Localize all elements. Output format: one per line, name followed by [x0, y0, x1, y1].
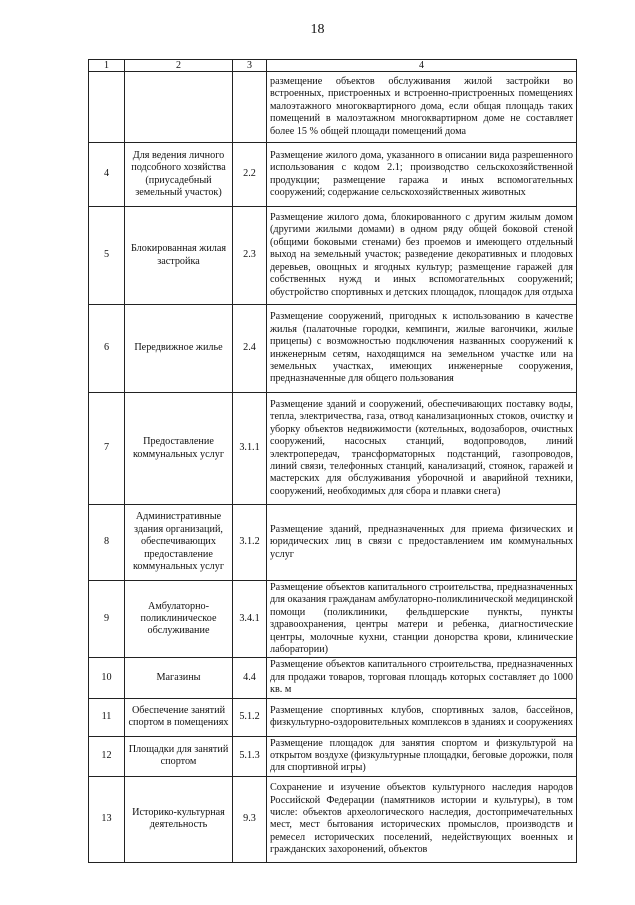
table-row	[89, 658, 577, 698]
row-code: 2.4	[233, 305, 267, 393]
row-description: Размещение площадок для занятия спортом и физкультурой на открытом воздухе (физкультурные площадки, беговые дорожки, поля для спортивной игры)	[267, 736, 577, 776]
row-number	[89, 72, 125, 143]
row-number: 4	[89, 143, 125, 207]
header-col-3: 3	[233, 60, 267, 72]
row-description: Размещение зданий, предназначенных для приема физических и юридических лиц в связи с предоставлением им коммунальных услуг	[267, 505, 577, 581]
row-code: 3.4.1	[233, 581, 267, 658]
row-name: Передвижное жилье	[125, 305, 233, 393]
table-row	[89, 72, 577, 143]
row-code: 4.4	[233, 658, 267, 698]
land-use-table	[88, 59, 577, 863]
row-name: Площадки для занятий спортом	[125, 736, 233, 776]
row-name: Историко-культурная деятельность	[125, 776, 233, 862]
row-name: Для ведения личного подсобного хозяйства (приусадебный земельный участок)	[125, 143, 233, 207]
table-row	[89, 581, 577, 658]
row-description: Размещение зданий и сооружений, обеспечивающих поставку воды, тепла, электричества, газа, отвод канализационных стоков, очистку и уборку объектов недвижимости (котельных, водозаборов, очистных сооружений, насосных станций, водопроводов, линий электропередач, трансформаторных подстанций, газопроводов, линий связи, телефонных станций, канализаций, стоянок, гаражей и мастерских для обслуживания уборочной и аварийной техники, сооружений, необходимых для сбора и плавки снега)	[267, 393, 577, 505]
header-col-2: 2	[125, 60, 233, 72]
row-description: Сохранение и изучение объектов культурного наследия народов Российской Федерации (памятников истории и культуры), в том числе: объектов археологического наследия, достопримечательных мест, мест бытования исторических промыслов, производств и ремесел исторических поселений, недействующих военных и гражданских захоронений, объектов	[267, 776, 577, 862]
row-code: 3.1.2	[233, 505, 267, 581]
row-code: 2.3	[233, 207, 267, 305]
row-code: 2.2	[233, 143, 267, 207]
page-number: 18	[310, 22, 325, 37]
table-row	[89, 143, 577, 207]
row-description: Размещение спортивных клубов, спортивных залов, бассейнов, физкультурно-оздоровительных комплексов в зданиях и сооружениях	[267, 698, 577, 736]
row-number: 7	[89, 393, 125, 505]
row-code: 5.1.2	[233, 698, 267, 736]
row-description: Размещение объектов капитального строительства, предназначенных для оказания гражданам амбулаторно-поликлинической медицинской помощи (поликлиники, фельдшерские пункты, пункты здравоохранения, центры матери и ребенка, диагностические центры, молочные кухни, станции донорства крови, клинические лаборатории)	[267, 581, 577, 658]
row-name: Обеспечение занятий спортом в помещениях	[125, 698, 233, 736]
table-row	[89, 505, 577, 581]
row-description: Размещение жилого дома, блокированного с другим жилым домом (другими жилыми домами) в одном ряду общей боковой стеной (общими боковыми стенами) без проемов и имеющего отдельный выход на земельный участок; разведение декоративных и плодовых деревьев, овощных и ягодных культур; размещение гаражей для собственных нужд и иных вспомогательных сооружений; обустройство спортивных и детских площадок, площадок для отдыха	[267, 207, 577, 305]
table-header-row	[89, 60, 577, 72]
row-name: Блокированная жилая застройка	[125, 207, 233, 305]
row-code: 3.1.1	[233, 393, 267, 505]
table-row	[89, 776, 577, 862]
row-description: Размещение сооружений, пригодных к использованию в качестве жилья (палаточные городки, кемпинги, жилые вагончики, жилые прицепы) с возможностью подключения названных сооружений к инженерным сетям, находящимся на земельном участке или на земельных участках, имеющих инженерные сооружения, предназначенные для общего пользования	[267, 305, 577, 393]
row-name: Амбулаторно-поликлиническое обслуживание	[125, 581, 233, 658]
table-row	[89, 305, 577, 393]
row-description: размещение объектов обслуживания жилой застройки во встроенных, пристроенных и встроенно-пристроенных помещениях малоэтажного многоквартирного дома, если общая площадь таких помещений в малоэтажном многоквартирном доме не составляет более 15 % общей площади помещений дома	[267, 72, 577, 143]
header-col-4: 4	[267, 60, 577, 72]
table-row	[89, 736, 577, 776]
table-body	[89, 60, 577, 863]
row-number: 10	[89, 658, 125, 698]
row-number: 9	[89, 581, 125, 658]
row-code: 5.1.3	[233, 736, 267, 776]
table-row	[89, 393, 577, 505]
row-number: 11	[89, 698, 125, 736]
row-description: Размещение объектов капитального строительства, предназначенных для продажи товаров, торговая площадь которых составляет до 1000 кв. м	[267, 658, 577, 698]
row-code: 9.3	[233, 776, 267, 862]
row-number: 12	[89, 736, 125, 776]
row-description: Размещение жилого дома, указанного в описании вида разрешенного использования с кодом 2.1; производство сельскохозяйственной продукции; размещение гаража и иных вспомогательных сооружений; содержание сельскохозяйственных животных	[267, 143, 577, 207]
row-code	[233, 72, 267, 143]
row-name: Предоставление коммунальных услуг	[125, 393, 233, 505]
row-name	[125, 72, 233, 143]
header-col-1: 1	[89, 60, 125, 72]
row-number: 8	[89, 505, 125, 581]
row-name: Магазины	[125, 658, 233, 698]
row-name: Административные здания организаций, обеспечивающих предоставление коммунальных услуг	[125, 505, 233, 581]
row-number: 6	[89, 305, 125, 393]
table-row	[89, 698, 577, 736]
table-row	[89, 207, 577, 305]
row-number: 5	[89, 207, 125, 305]
row-number: 13	[89, 776, 125, 862]
